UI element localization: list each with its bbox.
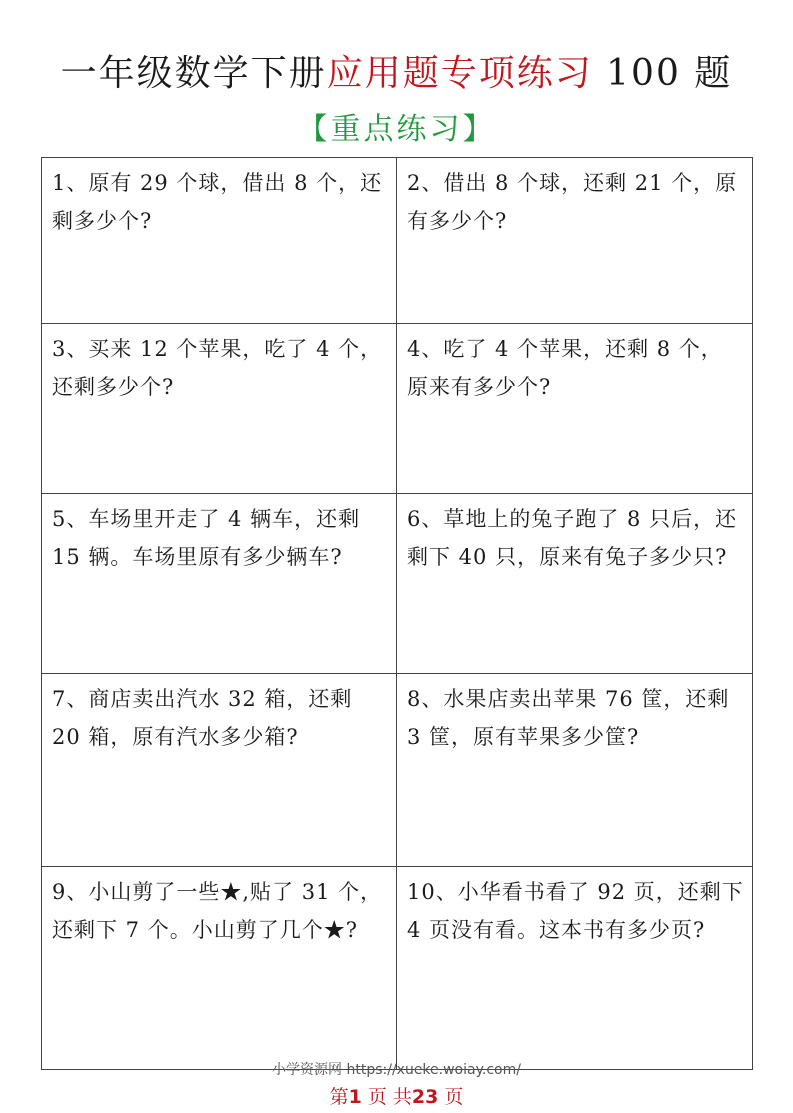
page-suffix: 页 — [444, 1086, 464, 1108]
page-middle: 页 共 — [367, 1086, 412, 1108]
problem-cell-8: 8、水果店卖出苹果 76 筐，还剩 3 筐，原有苹果多少筐? — [397, 674, 752, 867]
page-total-number: 23 — [411, 1086, 439, 1108]
title-part-topic: 应用题专项练习 — [326, 53, 593, 94]
page-indicator — [0, 1084, 793, 1110]
problem-cell-10: 10、小华看书看了 92 页，还剩下 4 页没有看。这本书有多少页? — [407, 880, 744, 942]
problem-cell-5: 5、车场里开走了 4 辆车，还剩 15 辆。车场里原有多少辆车? — [42, 494, 397, 674]
problem-grid — [41, 157, 753, 1070]
problem-cell-9: 9、小山剪了一些★,贴了 31 个，还剩下 7 个。小山剪了几个★? — [42, 867, 397, 1069]
page-title — [0, 48, 793, 100]
problem-cell-6: 6、草地上的兔子跑了 8 只后，还剩下 40 只，原来有兔子多少只? — [397, 494, 752, 674]
problem-cell-4: 4、吃了 4 个苹果，还剩 8 个，原来有多少个? — [397, 324, 752, 494]
title-part-grade: 一年级数学下册 — [60, 53, 327, 94]
page-prefix: 第 — [329, 1086, 349, 1108]
problem-cell-2: 2、借出 8 个球，还剩 21 个，原有多少个? — [397, 158, 752, 324]
problem-cell-3: 3、买来 12 个苹果，吃了 4 个，还剩多少个? — [42, 324, 397, 494]
problem-cell-1: 1、原有 29 个球，借出 8 个，还剩多少个? — [42, 158, 397, 324]
page-current-number: 1 — [348, 1086, 362, 1108]
footer-source-link[interactable]: 小学资源网 https://xueke.woiay.com/ — [272, 1062, 521, 1078]
page-subtitle: 【重点练习】 — [297, 112, 496, 147]
title-part-count: 100 题 — [592, 53, 733, 94]
problem-cell-7: 7、商店卖出汽水 32 箱，还剩 20 箱，原有汽水多少箱? — [42, 674, 397, 867]
